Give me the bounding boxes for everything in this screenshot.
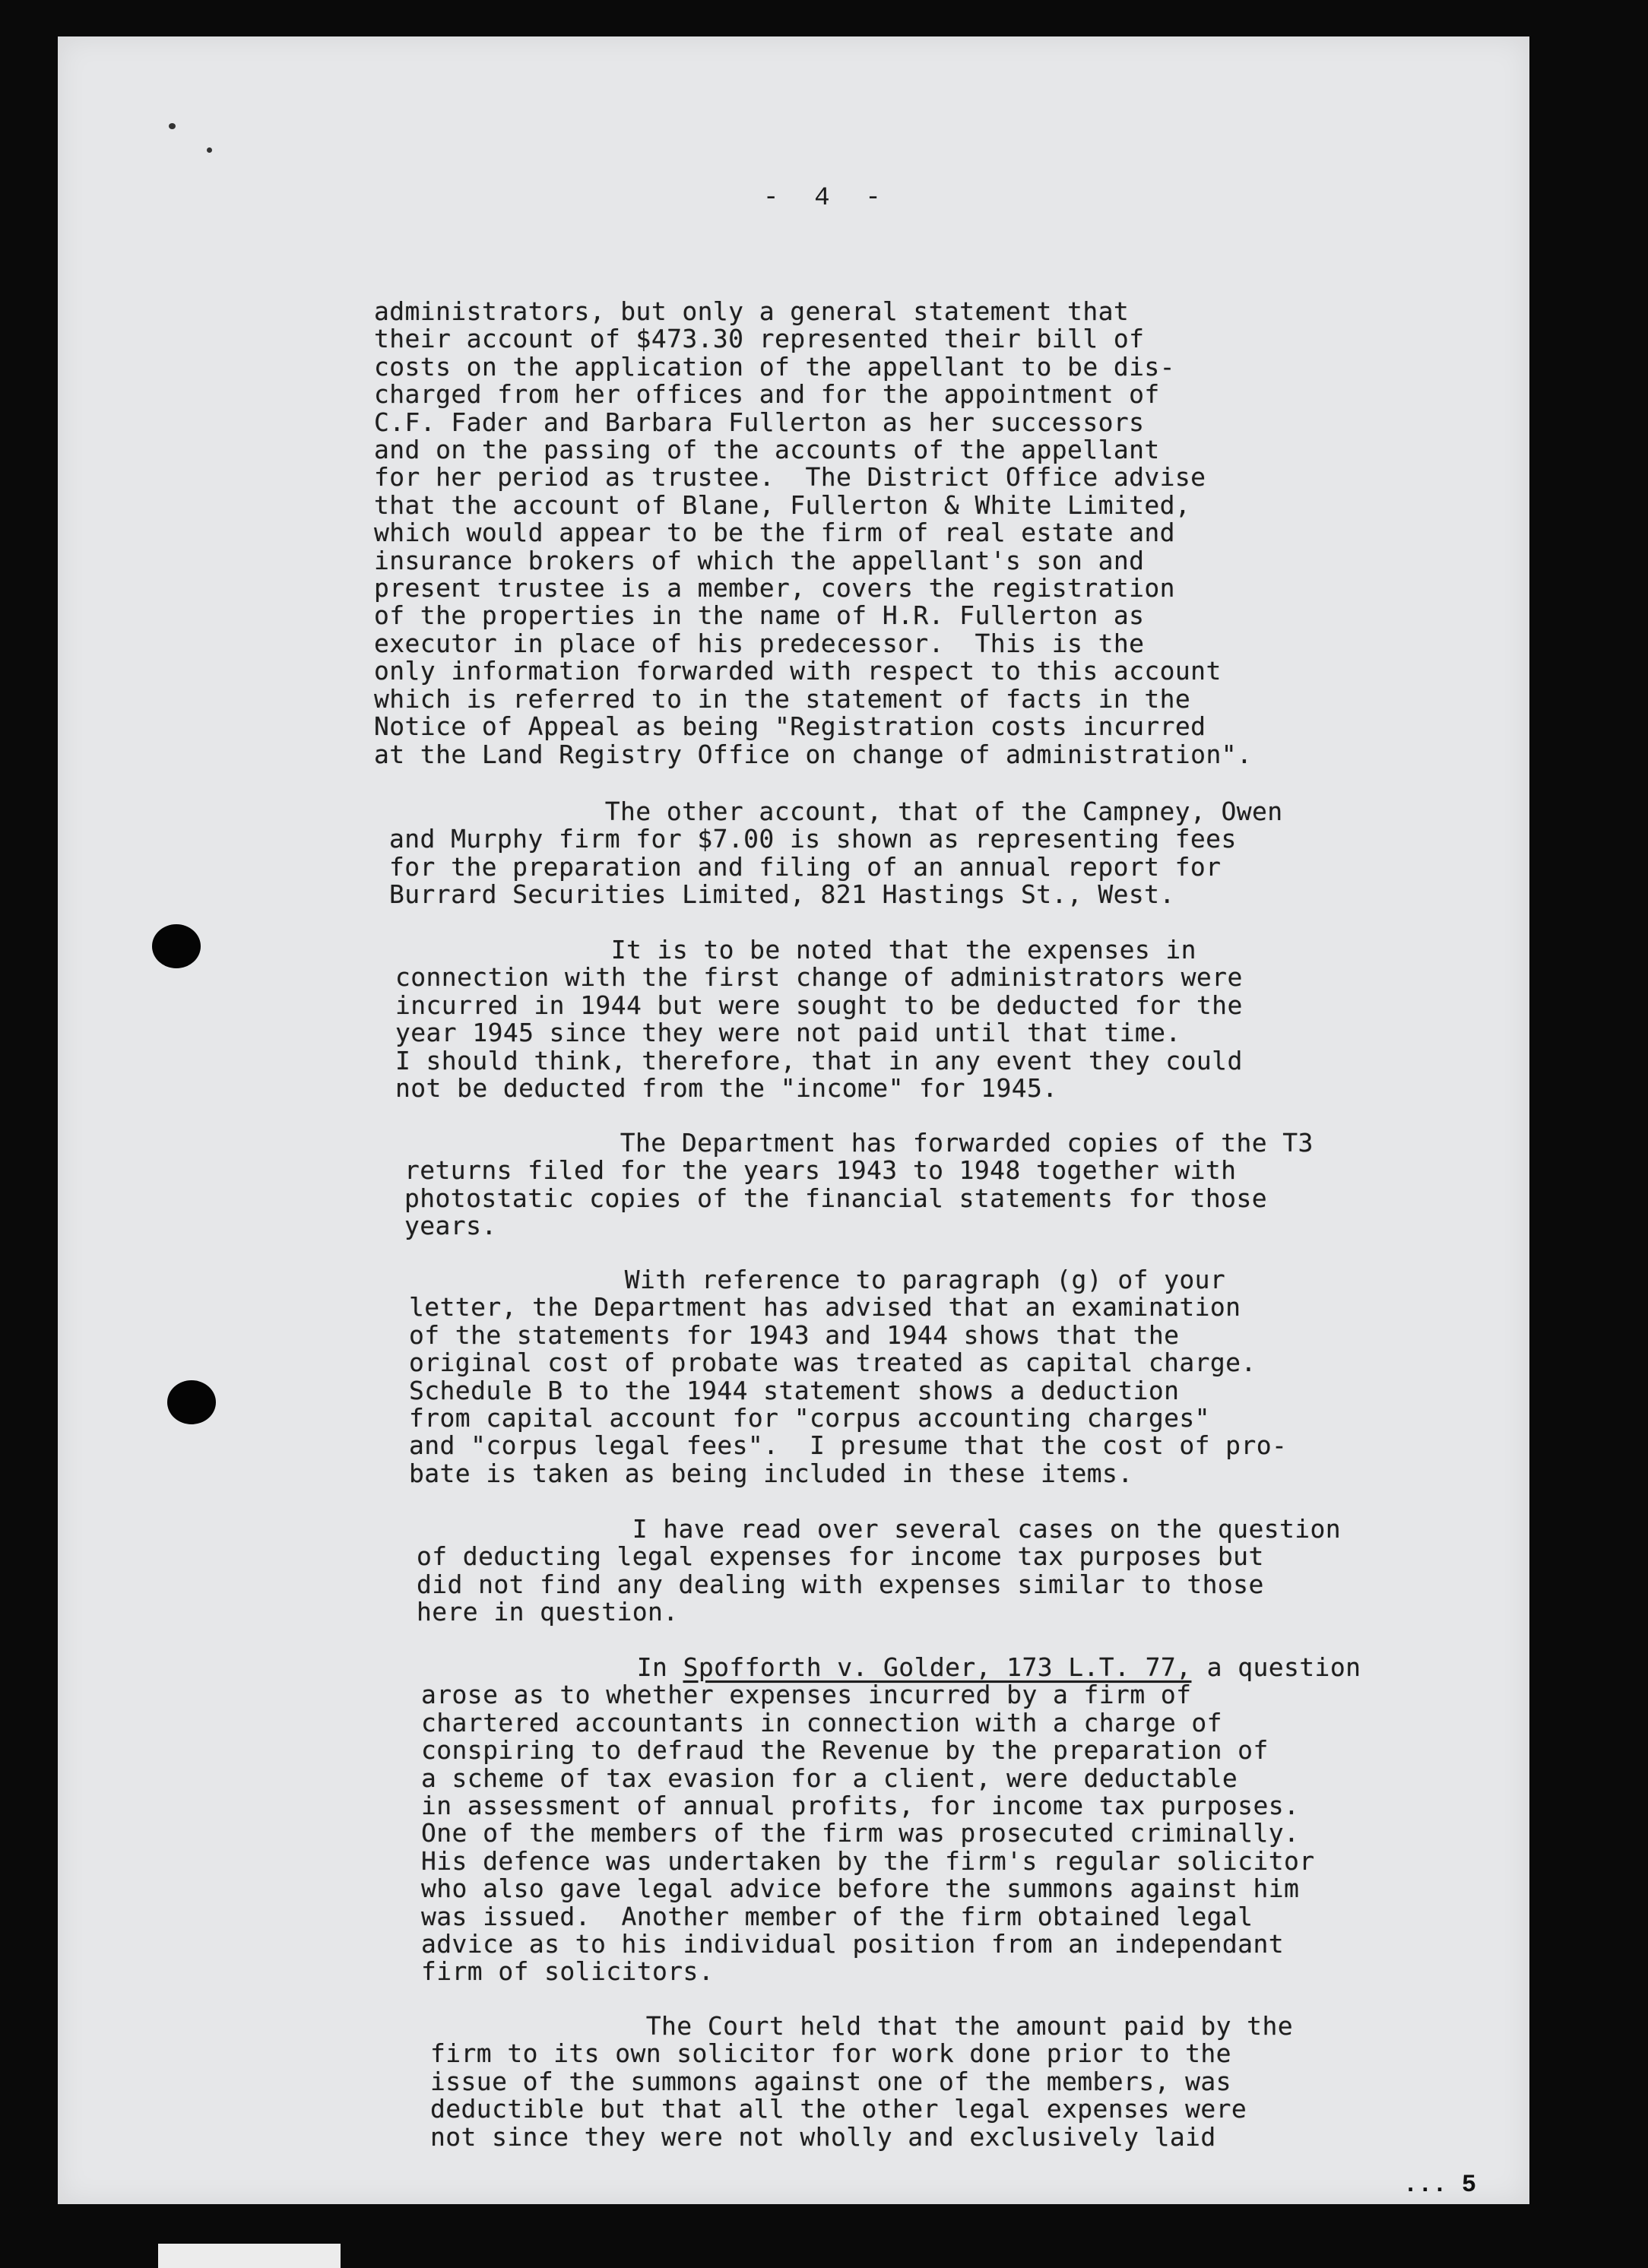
paragraph-other-account: The other account, that of the Campney, Owen and Murphy firm for $7.00 is shown as representing fees for the preparation and filing of an annual report for Burrard Securities Limited, 821 Hastings St., West. <box>389 797 1283 910</box>
continuation-marker: ... 5 <box>1403 2171 1477 2199</box>
case-citation: Spofforth v. Golder, 173 L.T. 77, <box>683 1652 1192 1682</box>
paragraph-court-held: The Court held that the amount paid by the firm to its own solicitor for work done prior to the issue of the summons against one of the members, was deductible but that all the other legal expenses were not since they were not wholly and exclusively laid <box>430 2011 1293 2152</box>
punch-hole-lower <box>167 1380 216 1424</box>
page-number: - 4 - <box>763 184 883 213</box>
paragraph-expenses-noted: It is to be noted that the expenses in connection with the first change of administrators were incurred in 1944 but were sought to be deducted for the year 1945 since they were not paid until that time. I should think, therefore, that in any event they could not be deducted from the "income" for 1945. <box>395 935 1243 1104</box>
paragraph-spofforth: In Spofforth v. Golder, 173 L.T. 77, a question arose as to whether expenses incurred by a firm of chartered accountants in connection with a charge of conspiring to defraud the Revenue by the preparation of a scheme of tax evasion for a client, were deductable in assessment of annual profits, for income tax purposes. One of the members of the firm was prosecuted criminally. His defence was undertaken by the firm's regular solicitor who also gave legal advice before the summons against him was issued. Another member of the firm obtained legal advice as to his individual position from an independant firm of solicitors. <box>421 1652 1361 1987</box>
ink-speck <box>207 147 212 153</box>
scan-edge-tab <box>158 2244 341 2268</box>
paragraph-read-cases: I have read over several cases on the question of deducting legal expenses for income tax purposes but did not find any dealing with expenses similar to those here in question. <box>417 1514 1342 1627</box>
paragraph-administrators: administrators, but only a general statement that their account of $473.30 represented their bill of costs on the application of the appellant to be dis- charged from her offices and for the appointment of C.F. Fader and Barbara Fullerton as her successors and on the passing of the accounts of the appellant for her period as trustee. The District Office advise that the account of Blane, Fullerton & White Limited, which would appear to be the firm of real estate and insurance brokers of which the appellant's son and present trustee is a member, covers the registration of the properties in the name of H.R. Fullerton as executor in place of his predecessor. This is the only information forwarded with respect to this account which is referred to in the statement of facts in the Notice of Appeal as being "Registration costs incurred at the Land Registry Office on change of administration". <box>374 296 1253 769</box>
punch-hole-upper <box>152 924 201 968</box>
paragraph-paragraph-g: With reference to paragraph (g) of your letter, the Department has advised that an examination of the statements for 1943 and 1944 shows that the original cost of probate was treated as capital charge. Schedule B to the 1944 statement shows a deduction from capital account for "corpus accounting charges" and "corpus legal fees". I presume that the cost of pro- bate is taken as being included in these items. <box>409 1265 1288 1488</box>
ink-speck <box>169 123 176 129</box>
paragraph-department-copies: The Department has forwarded copies of the T3 returns filed for the years 1943 to 1948 together with photostatic copies of the financial statements for those years. <box>404 1128 1314 1241</box>
